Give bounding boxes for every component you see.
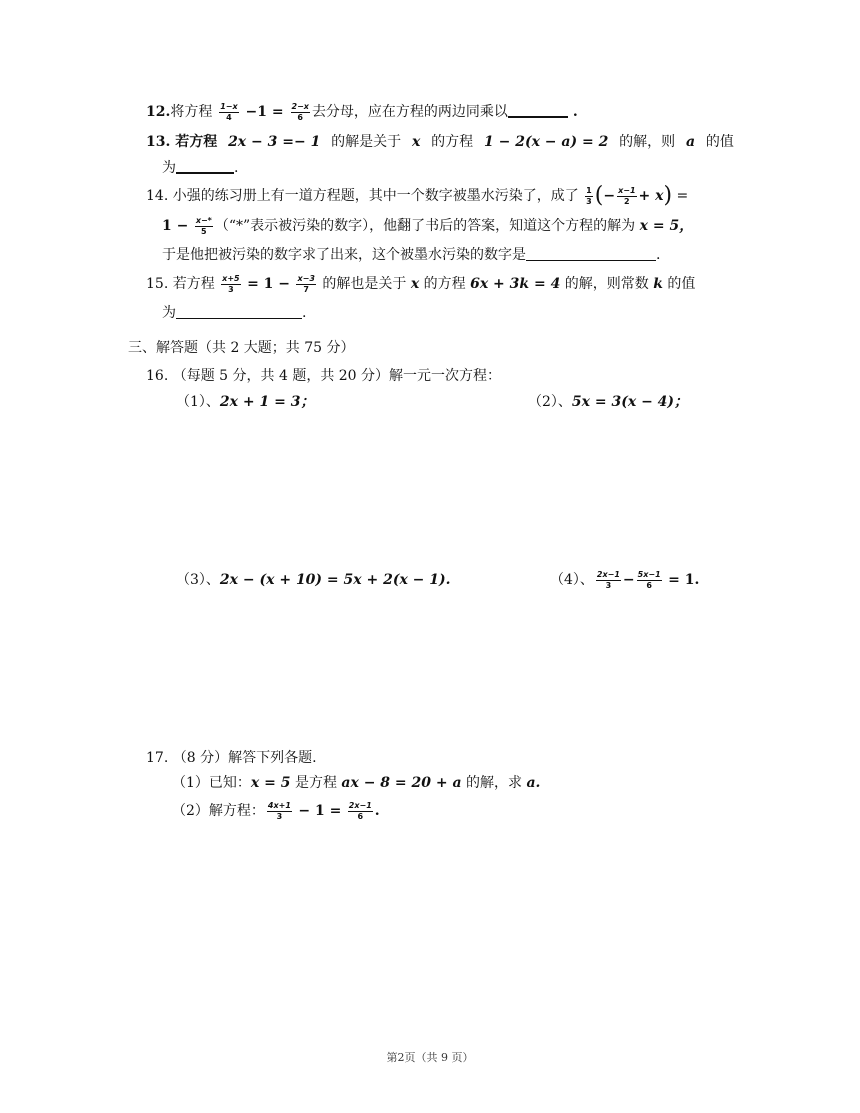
question-15-line-2 <box>162 302 306 324</box>
q13-answer-blank[interactable] <box>176 158 234 174</box>
question-14-line-3 <box>162 244 660 266</box>
page-footer: 第2页（共 9 页） <box>386 1051 474 1064</box>
q17-p2-fraction-1: $\frac{4x+1}{3}$ <box>267 800 291 821</box>
q16-p4-minus: − <box>622 572 635 588</box>
q15-fraction-2: $\frac{x-3}{7}$ <box>297 273 315 294</box>
q17-p2-end: . <box>374 803 380 819</box>
q13-text-1: 的解是关于 <box>331 134 402 150</box>
q13-var-x: x <box>411 134 421 150</box>
q14-text-3: 于是他把被污染的数字求了出来，这个被墨水污染的数字是 <box>162 247 526 263</box>
question-12 <box>146 101 578 123</box>
question-13-line-1 <box>146 131 734 153</box>
q17-part-1 <box>172 772 540 794</box>
q16-p1-label: （1）、 <box>176 394 220 410</box>
q17-p2-label: （2）解方程： <box>172 803 265 819</box>
q15-answer-blank[interactable] <box>176 304 302 319</box>
q17-p1-x: x = 5 <box>250 775 291 791</box>
q15-fraction-1: $\frac{x+5}{3}$ <box>222 273 240 294</box>
q16-p4-label: （4）、 <box>550 572 594 588</box>
q14-right-paren: ) <box>663 183 673 208</box>
q15-prefix: 15. 若方程 <box>146 276 215 292</box>
q15-text-1: 的解也是关于 <box>322 276 407 292</box>
q16-part-4 <box>550 569 699 591</box>
q13-number: 13. 若方程 <box>146 134 218 150</box>
q15-text-3: 的解，则常数 <box>564 276 649 292</box>
question-13-line-2 <box>162 157 238 179</box>
q17-p2-fraction-2: $\frac{2x-1}{6}$ <box>348 800 372 821</box>
q15-var-k: k <box>653 276 663 292</box>
q15-line2-prefix: 为 <box>162 305 176 321</box>
q13-text-2: 的方程 <box>431 134 474 150</box>
q13-text-4: 的值 <box>705 134 734 150</box>
q12-fraction-1: $\frac{1-x}{4}$ <box>220 101 238 122</box>
q14-inner-fraction: $\frac{x-1}{2}$ <box>618 185 636 206</box>
q16-p2-label: （2）、 <box>528 394 572 410</box>
q14-left-paren: ( <box>594 183 604 208</box>
q12-answer-blank[interactable] <box>508 102 568 118</box>
q16-part-3 <box>176 569 451 591</box>
question-15-line-1 <box>146 273 695 295</box>
q16-p4-fraction-1: $\frac{2x-1}{3}$ <box>596 569 620 590</box>
q14-equals: = <box>676 188 689 204</box>
question-14-line-2 <box>162 215 693 237</box>
q12-prefix: 将方程 <box>170 104 213 120</box>
q15-var-x: x <box>410 276 420 292</box>
q14-coef-fraction: $\frac{1}{3}$ <box>586 185 592 206</box>
q14-solution: x = 5， <box>639 218 694 234</box>
q16-p2-equation: 5x = 3(x − 4)； <box>571 394 689 410</box>
q13-var-a: a <box>685 134 696 150</box>
q14-inner-rest: + x <box>638 188 664 204</box>
q14-text-1: 14. 小强的练习册上有一道方程题，其中一个数字被墨水污染了，成了 <box>146 188 579 204</box>
question-14-line-1 <box>146 185 688 207</box>
q13-eq-1: 2x − 3 =− 1 <box>228 134 321 150</box>
q14-end: . <box>656 247 661 263</box>
q14-answer-blank[interactable] <box>526 246 656 261</box>
q12-end: . <box>572 104 578 120</box>
question-16-header: 16. （每题 5 分，共 4 题，共 20 分）解一元一次方程： <box>146 368 502 384</box>
q17-p1-a: a. <box>526 775 541 791</box>
q13-line2-end: . <box>234 160 239 176</box>
q16-p4-fraction-2: $\frac{5x-1}{6}$ <box>637 569 661 590</box>
q16-part-2 <box>528 391 688 413</box>
q16-p1-equation: 2x + 1 = 3； <box>219 394 315 410</box>
question-17-header: 17. （8 分）解答下列各题. <box>146 750 317 766</box>
q13-line2-prefix: 为 <box>162 160 176 176</box>
q14-text-2: （“*”表示被污染的数字），他翻了书后的答案，知道这个方程的解为 <box>214 218 636 234</box>
section-3-title: 三、解答题（共 2 大题；共 75 分） <box>128 340 355 356</box>
q17-p1-text-1: 是方程 <box>294 775 337 791</box>
q17-p1-equation: ax − 8 = 20 + a <box>341 775 462 791</box>
q17-p1-text-2: 的解，求 <box>466 775 523 791</box>
q16-p3-label: （3）、 <box>176 572 220 588</box>
q12-text: 去分母，应在方程的两边同乘以 <box>311 104 508 120</box>
q15-text-4: 的值 <box>667 276 696 292</box>
q15-line2-end: . <box>302 305 307 321</box>
q17-p2-mid: − 1 = <box>298 803 342 819</box>
q15-text-2: 的方程 <box>423 276 466 292</box>
q15-mid: = 1 − <box>247 276 291 292</box>
q14-one-minus: 1 − <box>162 218 189 234</box>
q16-p4-rest: = 1. <box>668 572 700 588</box>
q12-number: 12. <box>146 104 171 120</box>
q13-text-3: 的解，则 <box>619 134 676 150</box>
q17-part-2 <box>172 800 380 822</box>
q15-equation: 6x + 3k = 4 <box>470 276 561 292</box>
q14-inner-minus: − <box>603 188 616 204</box>
q13-eq-2: 1 − 2(x − a) = 2 <box>484 134 609 150</box>
q16-part-1 <box>176 391 314 413</box>
q12-mid: −1 = <box>245 104 284 120</box>
q17-p1-label: （1）已知： <box>172 775 251 791</box>
q16-p3-equation: 2x − (x + 10) = 5x + 2(x − 1). <box>219 572 451 588</box>
q12-fraction-2: $\frac{2-x}{6}$ <box>291 101 309 122</box>
q14-polluted-fraction: $\frac{x-*}{5}$ <box>195 215 212 236</box>
